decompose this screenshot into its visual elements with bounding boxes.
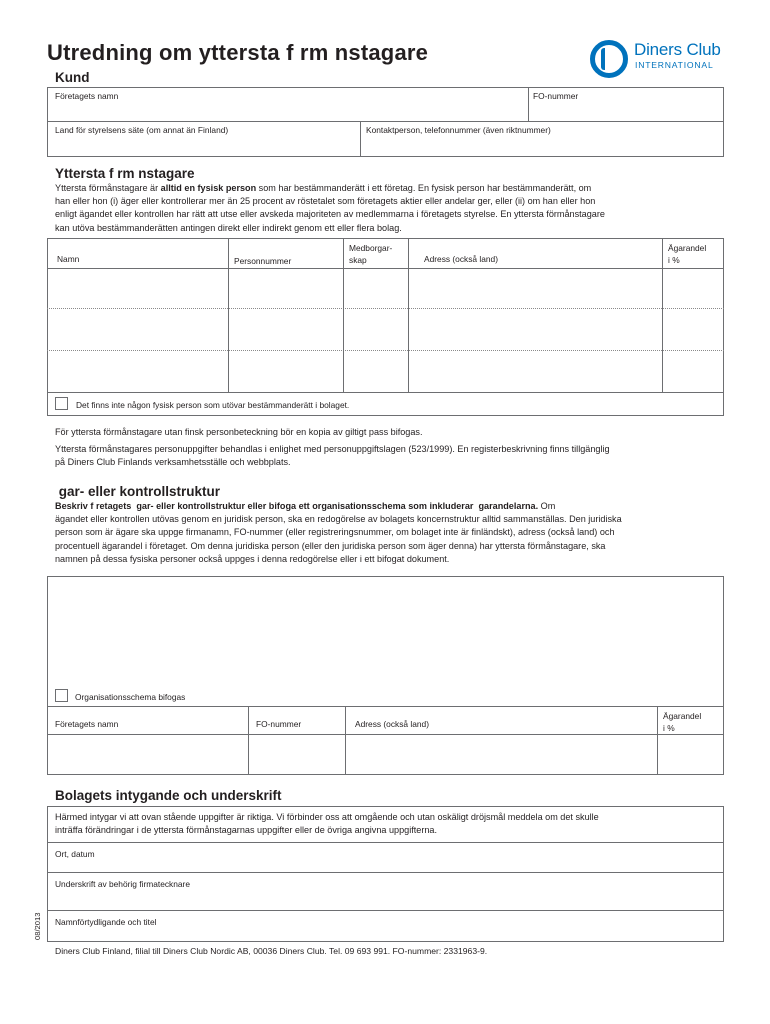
cert-text-1: Härmed intygar vi att ovan stående uppgifter är riktiga. Vi förbinder oss att omgående och utan oskäligt dröjsmål meddela om det skulle [55,812,599,822]
intro-line-3: enligt ägandet eller kontrollen har rätt att utse eller avskeda majoriteten av medlemmarna i företagets styrelse. En yttersta förmånstagare [55,209,605,220]
beneficiary-bottom-line [47,392,724,393]
intro-line-1: som har bestämmanderätt i ett företag. En fysisk person har bestämmanderätt, om [256,183,592,193]
col-sep-1 [228,238,229,392]
customer-divider-v1 [528,87,529,121]
name-title-field[interactable]: Namnförtydligande och titel [55,917,157,927]
customer-divider [47,121,724,122]
ownership-line-4: namnen på dessa fysiska personer också uppges i denna redogörelse eller i ett bifogat dokument. [55,553,450,564]
page-title: Utredning om yttersta f rm nstagare [47,40,429,65]
col-personal-number: Personnummer [234,256,292,266]
ownership-intro [55,500,725,566]
beneficiary-intro [55,182,725,235]
intro-line-2: han eller hon (i) äger eller kontrollerar mer än 25 procent av röstetalet som företagets aktier eller andelar ger, eller (ii) om han eller hon [55,196,596,207]
own-col-company-name: Företagets namn [55,719,119,729]
certification-text [55,811,725,837]
note-passport: För yttersta förmånstagare utan finsk personbeteckning bör en kopia av giltigt pass bifogas. [55,427,423,437]
org-chart-checkbox-label: Organisationsschema bifogas [75,692,186,702]
own-col-fo-number: FO-nummer [256,719,302,729]
col-sep-3 [408,238,409,392]
no-person-checkbox[interactable] [55,397,68,410]
signature-field[interactable]: Underskrift av behörig firmatecknare [55,879,190,889]
company-name-field[interactable]: Företagets namn [55,91,119,101]
customer-heading: Kund [55,70,90,85]
own-col-sep-1 [248,706,249,775]
version-label: 08/2013 [33,912,42,940]
customer-box [47,87,724,157]
ownership-line-1: ägandet eller kontrollen utövas genom en juridisk person, ska en redogörelse av bolagets koncernstruktur alltid sammanställas. Den juridiska [55,514,622,525]
logo-inner-arc-icon [601,48,607,70]
own-col-sep-3 [657,706,658,775]
certification-heading: Bolagets intygande och underskrift [55,788,282,803]
own-col-ownership-1: Ägarandel [663,711,702,721]
cert-text-2: inträffa förändringar i de yttersta förmånstagarnas uppgifter eller de övriga angivna uppgifterna. [55,825,437,836]
cert-line-2 [47,872,724,873]
col-sep-4 [662,238,663,392]
ownership-bold-lead: Beskriv f retagets gar- eller kontrollstruktur eller bifoga ett organisationsschema som inkluderar garandelarna. [55,501,539,511]
ownership-table-top [47,706,724,707]
col-citizenship-1: Medborgar- [349,243,393,253]
diners-club-logo [590,38,730,80]
note-privacy-2: på Diners Club Finlands verksamhetsställe och webbplats. [55,457,291,468]
beneficiary-row-line-1 [47,308,724,309]
own-col-sep-2 [345,706,346,775]
footer-text: Diners Club Finland, filial till Diners Club Nordic AB, 00036 Diners Club. Tel. 09 693 991. FO-nummer: 2331963-9. [55,946,488,956]
ownership-line-2: person som är ägare ska uppge firmanamn, FO-nummer (eller registreringsnummer, om bolaget inte är finländskt), adress (också land) och [55,527,615,538]
cert-line-3 [47,910,724,911]
col-name: Namn [57,254,80,264]
country-field[interactable]: Land för styrelsens säte (om annat än Finland) [55,125,229,135]
place-date-field[interactable]: Ort, datum [55,849,95,859]
no-person-checkbox-label: Det finns inte någon fysisk person som utövar bestämmanderätt i bolaget. [76,400,350,410]
ownership-line-0: Om [538,501,556,511]
col-address: Adress (också land) [424,254,499,264]
own-col-ownership-2: i % [663,723,675,733]
org-chart-checkbox[interactable] [55,689,68,702]
logo-sub: INTERNATIONAL [635,60,714,70]
beneficiary-table [47,238,724,416]
beneficiary-row-line-2 [47,350,724,351]
beneficiary-heading: Yttersta f rm nstagare [55,166,195,181]
beneficiary-header-line [47,268,724,269]
col-ownership-2: i % [668,255,680,265]
ownership-line-3: procentuell ägarandel i företaget. Om denna juridiska person (eller den juridiska person som äger denna) har yttersta förmånstagare, ska [55,540,606,551]
logo-circle-icon [590,40,628,78]
intro-line-4: kan utöva bestämmanderätten antingen direkt eller indirekt genom ett eller flera bolag. [55,222,402,233]
ownership-header-line [47,734,724,735]
cert-line-1 [47,842,724,843]
intro-lead: Yttersta förmånstagare är [55,183,161,193]
intro-bold: alltid en fysisk person [160,183,257,193]
logo-name: Diners Club [634,40,721,59]
fo-number-field[interactable]: FO-nummer [533,91,579,101]
note-privacy-1: Yttersta förmånstagares personuppgifter behandlas i enlighet med personuppgiftslagen (523/1999). En registerbeskrivning finns tillgänglig [55,444,610,455]
col-sep-2 [343,238,344,392]
own-col-address: Adress (också land) [355,719,430,729]
customer-divider-v2 [360,121,361,157]
ownership-heading: gar- eller kontrollstruktur [55,484,221,499]
beneficiary-notes [55,426,725,470]
ownership-description-area[interactable] [47,576,724,775]
col-ownership-1: Ägarandel [668,243,707,253]
col-citizenship-2: skap [349,255,367,265]
contact-field[interactable]: Kontaktperson, telefonnummer (även riktnummer) [366,125,551,135]
